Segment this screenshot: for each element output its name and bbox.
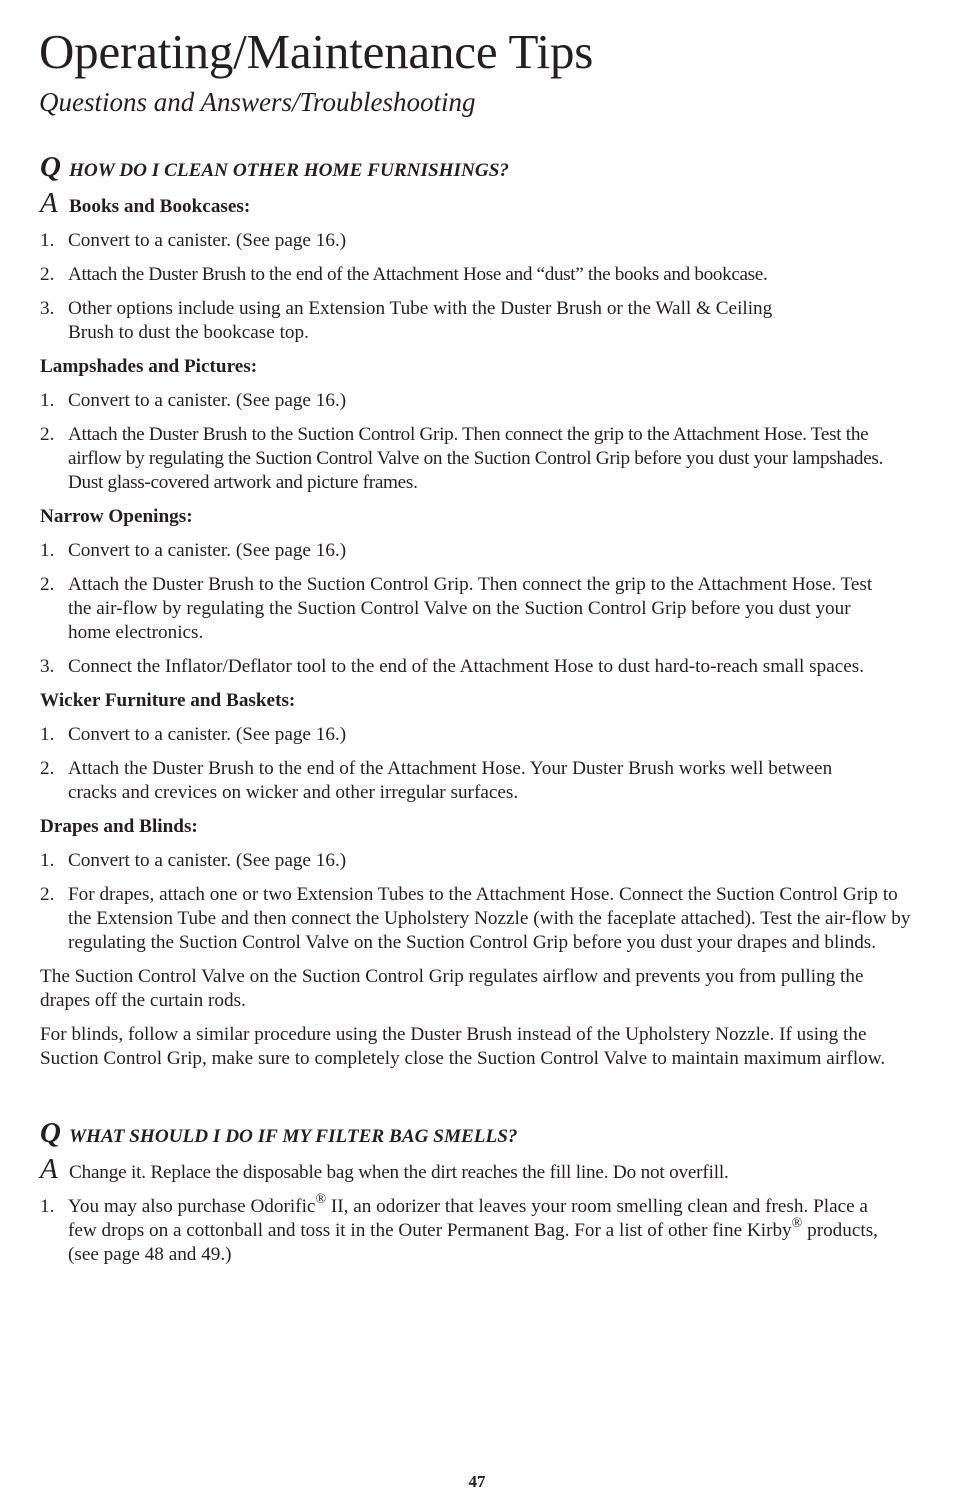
step-text: Convert to a canister. (See page 16.) <box>68 724 347 745</box>
page-title: Operating/Maintenance Tips <box>39 24 594 79</box>
list-item <box>40 655 920 679</box>
step-number: 3. <box>40 298 55 319</box>
list-item <box>40 757 920 805</box>
q-marker: Q <box>40 1117 61 1149</box>
list-item <box>40 883 920 955</box>
step-number: 1. <box>40 724 55 745</box>
section-heading: Drapes and Blinds: <box>40 816 198 837</box>
step-text: Convert to a canister. (See page 16.) <box>68 230 347 251</box>
page-number: 47 <box>468 1472 486 1491</box>
list-item <box>40 573 920 645</box>
step-number: 2. <box>40 758 55 779</box>
drapes-steps <box>40 849 920 955</box>
step-text: Attach the Duster Brush to the Suction Control Grip. Then connect the grip to the Attachment Hose. Test the air-flow by regulating the Suction Control Valve on the Suction Control Grip before you dust your home electronics. <box>68 574 873 643</box>
question-2 <box>40 1117 920 1157</box>
question-text: HOW DO I CLEAN OTHER HOME FURNISHINGS? <box>69 160 509 181</box>
list-item <box>40 1191 920 1267</box>
step-text: Convert to a canister. (See page 16.) <box>68 540 347 561</box>
section-spacer <box>40 1081 920 1121</box>
page-subtitle: Questions and Answers/Troubleshooting <box>39 87 476 117</box>
registered-mark: ® <box>315 1191 327 1207</box>
step-number: 1. <box>40 850 55 871</box>
a-marker: A <box>40 1153 58 1185</box>
step-number: 2. <box>40 424 55 445</box>
step-text: Convert to a canister. (See page 16.) <box>68 390 347 411</box>
step-text: For drapes, attach one or two Extension Tubes to the Attachment Hose. Connect the Suction Control Grip to the Extension Tube and then connect the Upholstery Nozzle (with the faceplate attached). Test the air-flow by regulating the Suction Control Valve on the Suction Control Grip before you dust your drapes and blinds. <box>68 884 911 953</box>
section-heading: Narrow Openings: <box>40 506 193 527</box>
step-text: Attach the Duster Brush to the end of the Attachment Hose and “dust” the books and bookcase. <box>68 264 768 285</box>
step-number: 2. <box>40 884 55 905</box>
step-text <box>68 1191 920 1267</box>
step-text-part: You may also purchase Odorific <box>68 1196 316 1217</box>
list-item <box>40 229 920 253</box>
section-heading: Books and Bookcases: <box>69 196 251 217</box>
step-number: 1. <box>40 1196 55 1217</box>
section-heading: Wicker Furniture and Baskets: <box>40 690 296 711</box>
step-number: 3. <box>40 656 55 677</box>
registered-mark: ® <box>791 1215 803 1231</box>
answer-text: Change it. Replace the disposable bag when the dirt reaches the fill line. Do not overfill. <box>69 1162 729 1183</box>
note-paragraph: For blinds, follow a similar procedure using the Duster Brush instead of the Upholstery Nozzle. If using the Suction Control Grip, make sure to completely close the Suction Control Valve to maintain maximum airflow. <box>40 1024 886 1069</box>
step-number: 1. <box>40 540 55 561</box>
lampshades-steps <box>40 389 920 495</box>
step-number: 2. <box>40 264 55 285</box>
step-text: Convert to a canister. (See page 16.) <box>68 850 347 871</box>
answer-2 <box>40 1153 920 1185</box>
q-marker: Q <box>40 151 61 183</box>
step-text: Other options include using an Extension Tube with the Duster Brush or the Wall & Ceiling Brush to dust the bookcase top. <box>68 298 773 343</box>
list-item <box>40 389 920 413</box>
a-marker: A <box>40 187 58 219</box>
step-number: 1. <box>40 390 55 411</box>
books-steps <box>40 229 920 345</box>
content <box>40 151 920 1277</box>
step-text: Connect the Inflator/Deflator tool to the end of the Attachment Hose to dust hard-to-reach small spaces. <box>68 656 865 677</box>
question-1 <box>40 151 920 191</box>
list-item <box>40 263 920 287</box>
list-item <box>40 539 920 563</box>
section-heading: Lampshades and Pictures: <box>40 356 258 377</box>
step-number: 1. <box>40 230 55 251</box>
list-item <box>40 723 920 747</box>
filter-bag-steps <box>40 1191 920 1267</box>
wicker-steps <box>40 723 920 805</box>
step-text-part: II, an odorizer that leaves your room smelling clean and fresh. Place a few drops on a cottonball and toss it in the Outer Permanent Bag. For a list of other fine Kirby <box>68 1196 868 1241</box>
step-text: Attach the Duster Brush to the Suction Control Grip. Then connect the grip to the Attachment Hose. Test the airflow by regulating the Suction Control Valve on the Suction Control Grip before you dust your lampshades. Dust glass-covered artwork and picture frames. <box>68 424 884 493</box>
note-paragraph: The Suction Control Valve on the Suction Control Grip regulates airflow and prevents you from pulling the drapes off the curtain rods. <box>40 966 864 1011</box>
list-item <box>40 297 920 345</box>
step-number: 2. <box>40 574 55 595</box>
list-item <box>40 423 920 495</box>
step-text: Attach the Duster Brush to the end of the Attachment Hose. Your Duster Brush works well between cracks and crevices on wicker and other irregular surfaces. <box>68 758 833 803</box>
step-text-part: products, (see page 48 and 49.) <box>68 1220 878 1265</box>
narrow-openings-steps <box>40 539 920 679</box>
list-item <box>40 849 920 873</box>
question-text: WHAT SHOULD I DO IF MY FILTER BAG SMELLS? <box>69 1126 518 1147</box>
answer-1-heading <box>40 187 920 219</box>
